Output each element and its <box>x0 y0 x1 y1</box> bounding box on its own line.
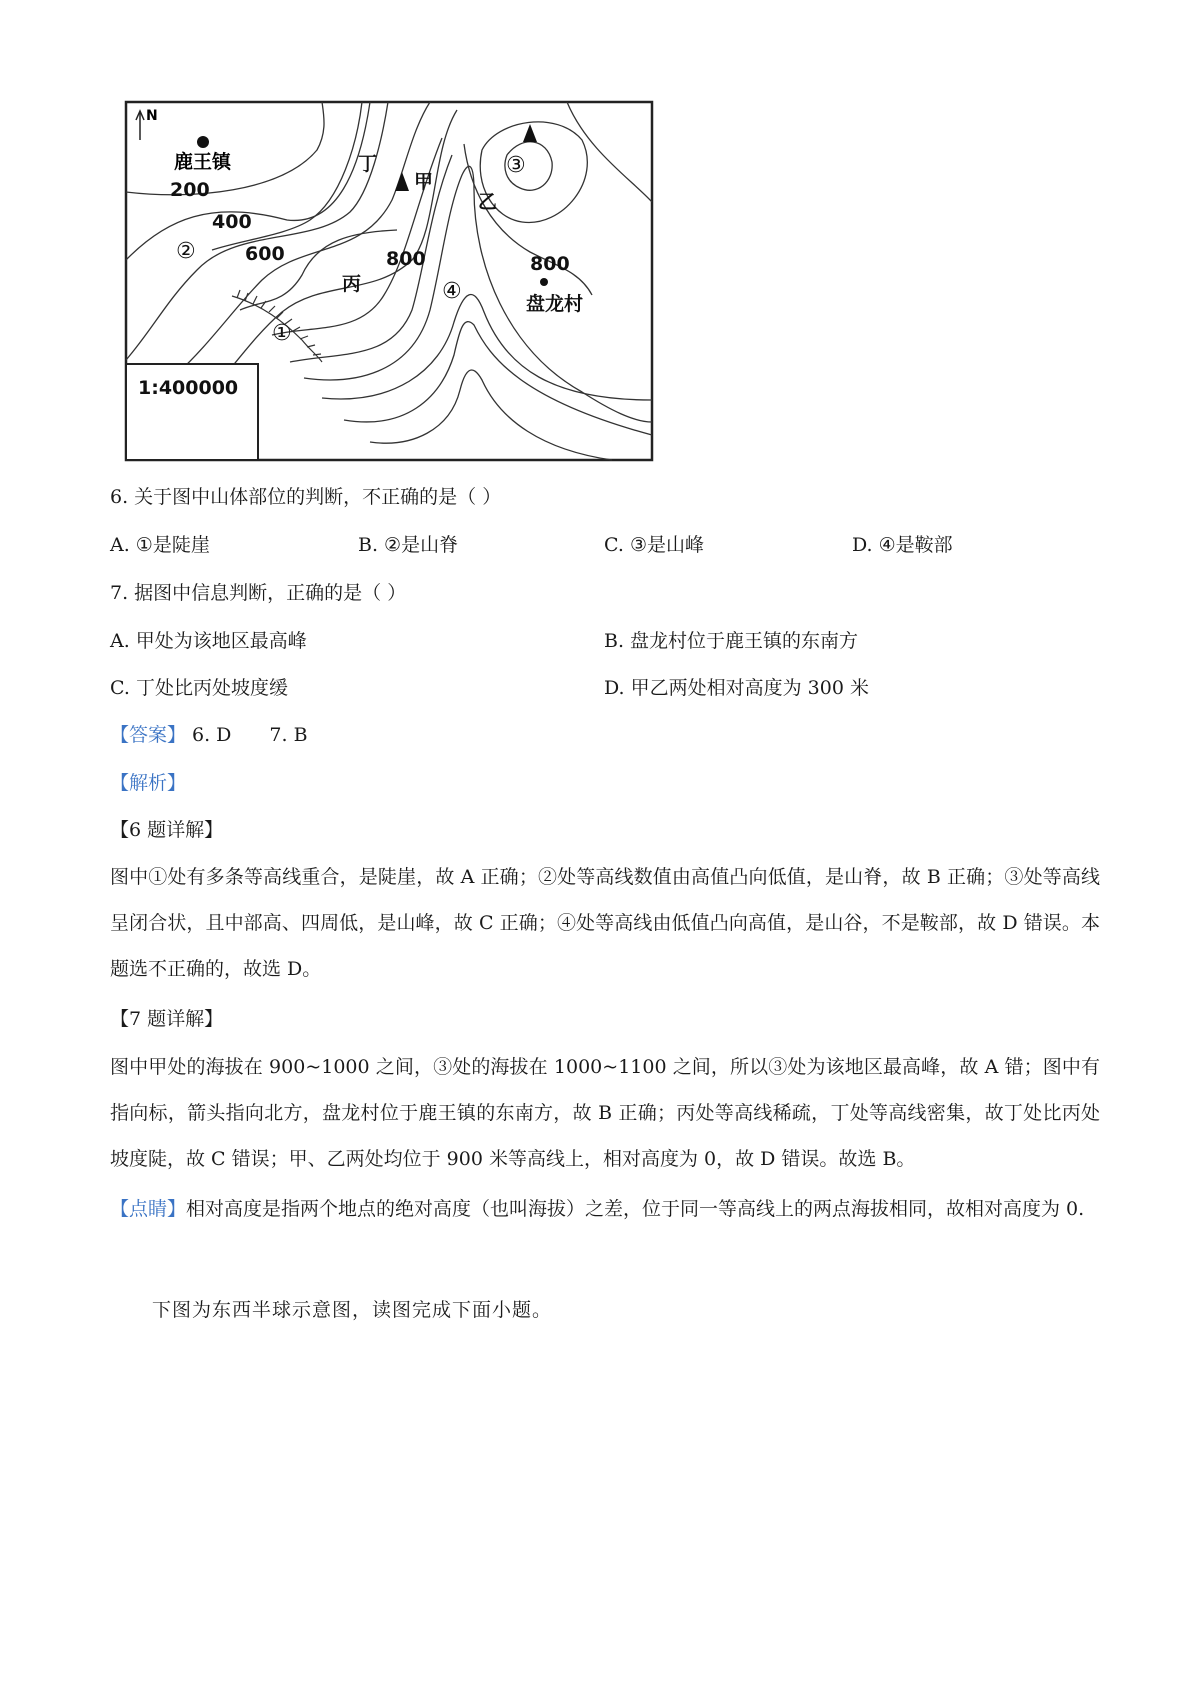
town-label: 鹿王镇 <box>174 151 232 173</box>
tip-label: 【点睛】 <box>110 1198 187 1220</box>
q6-option-a: A. ①是陡崖 <box>110 534 210 556</box>
next-section-intro: 下图为东西半球示意图，读图完成下面小题。 <box>152 1299 553 1321</box>
north-label: N <box>146 108 158 124</box>
contour-label-400: 400 <box>212 211 252 233</box>
label-yi: 乙 <box>478 191 498 213</box>
tip-paragraph <box>110 1186 1100 1232</box>
detail-7-title: 【7 题详解】 <box>110 1008 224 1030</box>
town-dot <box>197 136 209 148</box>
answer-label: 【答案】 <box>110 724 187 746</box>
label-bing: 丙 <box>342 273 362 295</box>
label-jia: 甲 <box>414 171 434 193</box>
detail-7-text: 图中甲处的海拔在 900~1000 之间，③处的海拔在 1000~1100 之间，所以③处为该地区最高峰，故 A 错；图中有指向标，箭头指向北方，盘龙村位于鹿王镇的东南方，故 B 正确；丙处等高线稀疏，丁处等高线密集，故丁处比丙处坡度陡，故 C 错误；甲、乙两处均位于 900 米等高线上，相对高度为 0，故 D 错误。故选 B。 <box>110 1056 1100 1170</box>
q7-option-a: A. 甲处为该地区最高峰 <box>110 630 307 652</box>
village-dot <box>540 278 548 286</box>
q7-option-d: D. 甲乙两处相对高度为 300 米 <box>604 677 869 699</box>
circled-2: ② <box>176 239 196 264</box>
circled-4: ④ <box>442 279 462 304</box>
analysis-label: 【解析】 <box>110 772 187 794</box>
contour-label-800-west: 800 <box>386 248 426 270</box>
answer-line <box>110 722 308 748</box>
q6-option-d: D. ④是鞍部 <box>852 534 953 556</box>
contour-label-800-east: 800 <box>530 253 570 275</box>
label-ding: 丁 <box>358 153 378 175</box>
village-label: 盘龙村 <box>526 293 584 315</box>
scale-label: 1:400000 <box>138 377 239 399</box>
q7-stem: 7. 据图中信息判断，正确的是（ ） <box>110 582 407 604</box>
circled-1: ① <box>272 321 292 346</box>
detail-6-title: 【6 题详解】 <box>110 819 224 841</box>
contour-label-200: 200 <box>170 179 210 201</box>
contour-label-600: 600 <box>245 243 285 265</box>
circled-3: ③ <box>506 153 526 178</box>
detail-6-text: 图中①处有多条等高线重合，是陡崖，故 A 正确；②处等高线数值由高值凸向低值，是山脊，故 B 正确；③处等高线呈闭合状，且中部高、四周低，是山峰，故 C 正确；④处等高线由低值凸向高值，是山谷，不是鞍部，故 D 错误。本题选不正确的，故选 D。 <box>110 866 1100 980</box>
q7-option-c: C. 丁处比丙处坡度缓 <box>110 677 288 699</box>
answer-7: 7. B <box>269 724 308 746</box>
q6-option-b: B. ②是山脊 <box>358 534 459 556</box>
q6-stem: 6. 关于图中山体部位的判断，不正确的是（ ） <box>110 486 502 508</box>
answer-6: 6. D <box>192 724 232 746</box>
q6-option-c: C. ③是山峰 <box>604 534 704 556</box>
contour-map <box>112 100 672 470</box>
tip-text: 相对高度是指两个地点的绝对高度（也叫海拔）之差，位于同一等高线上的两点海拔相同，故相对高度为 0. <box>186 1198 1085 1220</box>
q7-option-b: B. 盘龙村位于鹿王镇的东南方 <box>604 630 859 652</box>
